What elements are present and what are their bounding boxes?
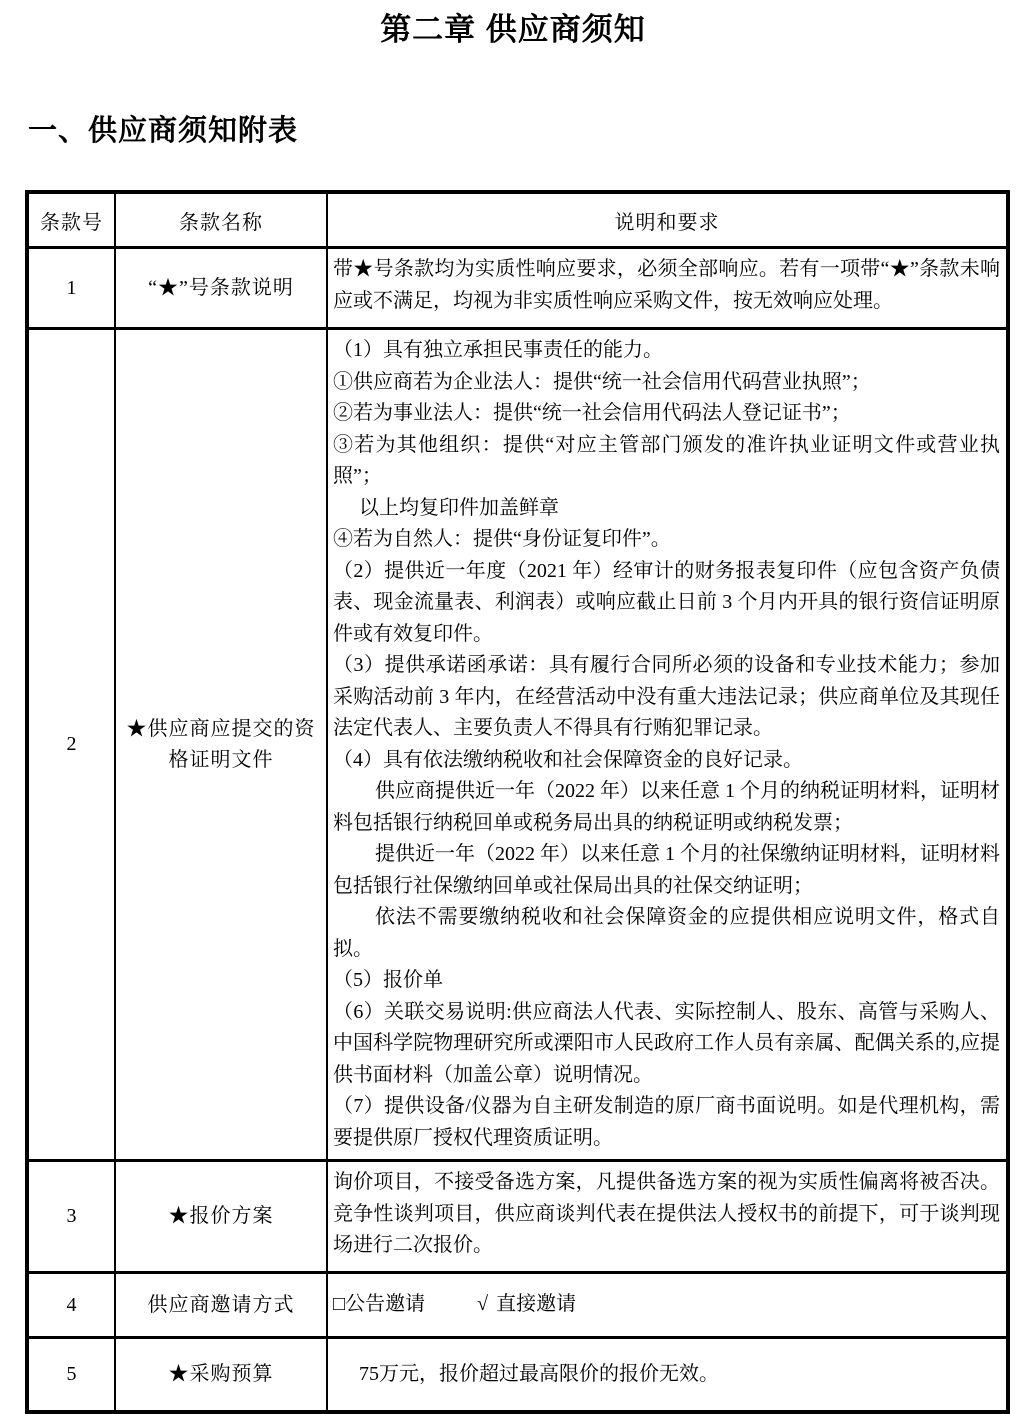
table-row-invitation-method <box>27 1273 1008 1338</box>
supplier-notice-table <box>25 190 1010 1414</box>
invitation-options-line <box>333 1289 1000 1321</box>
header-clause-name: 条款名称 <box>115 192 327 248</box>
page-title: 第二章 供应商须知 <box>380 12 646 47</box>
clause-no: 3 <box>27 1161 115 1273</box>
header-requirements: 说明和要求 <box>327 192 1008 248</box>
clause-name: ★采购预算 <box>115 1338 327 1413</box>
clause-name: 供应商邀请方式 <box>115 1273 327 1338</box>
table-row-budget <box>27 1338 1008 1413</box>
clause-no: 5 <box>27 1338 115 1413</box>
clause-desc-cell <box>327 1161 1008 1273</box>
desc-paragraph: （4）具有依法缴纳税收和社会保障资金的良好记录。 <box>333 748 803 771</box>
desc-paragraph: 依法不需要缴纳税收和社会保障资金的应提供相应说明文件，格式自拟。 <box>333 906 1000 960</box>
clause-desc-cell <box>327 1338 1008 1413</box>
table-row-quote-plan <box>27 1161 1008 1273</box>
desc-paragraph: ③若为其他组织：提供“对应主管部门颁发的准许执业证明文件或营业执照”； <box>333 433 1000 487</box>
desc-paragraph: 带★号条款均为实质性响应要求，必须全部响应。若有一项带“★”条款未响应或不满足，均视为非实质性响应采购文件，按无效响应处理。 <box>333 258 1000 312</box>
section-heading: 一、供应商须知附表 <box>28 115 299 147</box>
clause-name: ★供应商应提交的资格证明文件 <box>115 329 327 1161</box>
desc-paragraph: （7）提供设备/仪器为自主研发制造的原厂商书面说明。如是代理机构，需要提供原厂授权代理资质证明。 <box>333 1095 1000 1149</box>
clause-no: 2 <box>27 329 115 1161</box>
desc-paragraph: （3）提供承诺函承诺：具有履行合同所必须的设备和专业技术能力；参加采购活动前 3 年内，在经营活动中没有重大违法记录；供应商单位及其现任法定代表人、主要负责人不得具有行贿犯罪记录。 <box>333 654 1000 739</box>
clause-no: 1 <box>27 248 115 329</box>
option-label-public: 公告邀请 <box>345 1293 426 1316</box>
table-row-star-clause-note <box>27 248 1008 329</box>
desc-paragraph: ④若为自然人：提供“身份证复印件”。 <box>333 528 671 550</box>
desc-paragraph: （5）报价单 <box>333 969 443 991</box>
desc-paragraph: 询价项目，不接受备选方案，凡提供备选方案的视为实质性偏离将被否决。竞争性谈判项目，供应商谈判代表在提供法人授权书的前提下，可于谈判现场进行二次报价。 <box>333 1171 1000 1256</box>
desc-paragraph: 供应商提供近一年（2022 年）以来任意 1 个月的纳税证明材料，证明材料包括银行纳税回单或税务局出具的纳税证明或纳税发票； <box>333 780 1000 834</box>
header-clause-no: 条款号 <box>27 192 115 248</box>
clause-desc-cell <box>327 248 1008 329</box>
desc-paragraph: ②若为事业法人：提供“统一社会信用代码法人登记证书”； <box>333 402 851 424</box>
desc-paragraph: （1）具有独立承担民事责任的能力。 <box>333 339 663 361</box>
table-row-qualification-docs <box>27 329 1008 1161</box>
clause-desc-cell <box>327 329 1008 1161</box>
clause-name: ★报价方案 <box>115 1161 327 1273</box>
clause-desc-cell <box>327 1273 1008 1338</box>
table-header-row <box>27 192 1008 248</box>
clause-name: “★”号条款说明 <box>115 248 327 329</box>
option-label-direct: 直接邀请 <box>496 1293 577 1316</box>
checkmark-icon: √ <box>477 1293 489 1316</box>
desc-paragraph: 提供近一年（2022 年）以来任意 1 个月的社保缴纳证明材料，证明材料包括银行社保缴纳回单或社保局出具的社保交纳证明； <box>333 843 1000 897</box>
desc-paragraph: 以上均复印件加盖鲜章 <box>359 496 559 519</box>
desc-paragraph: （6）关联交易说明:供应商法人代表、实际控制人、股东、高管与采购人、中国科学院物理研究所或溧阳市人民政府工作人员有亲属、配偶关系的,应提供书面材料（加盖公章）说明情况。 <box>333 1000 1000 1086</box>
desc-paragraph: （2）提供近一年度（2021 年）经审计的财务报表复印件（应包含资产负债表、现金流量表、利润表）或响应截止日前 3 个月内开具的银行资信证明原件或有效复印件。 <box>333 559 1000 645</box>
clause-no: 4 <box>27 1273 115 1338</box>
desc-paragraph: ①供应商若为企业法人：提供“统一社会信用代码营业执照”； <box>333 370 871 393</box>
checkbox-unchecked-icon: □ <box>333 1293 346 1316</box>
desc-paragraph: 75万元，报价超过最高限价的报价无效。 <box>359 1362 719 1385</box>
